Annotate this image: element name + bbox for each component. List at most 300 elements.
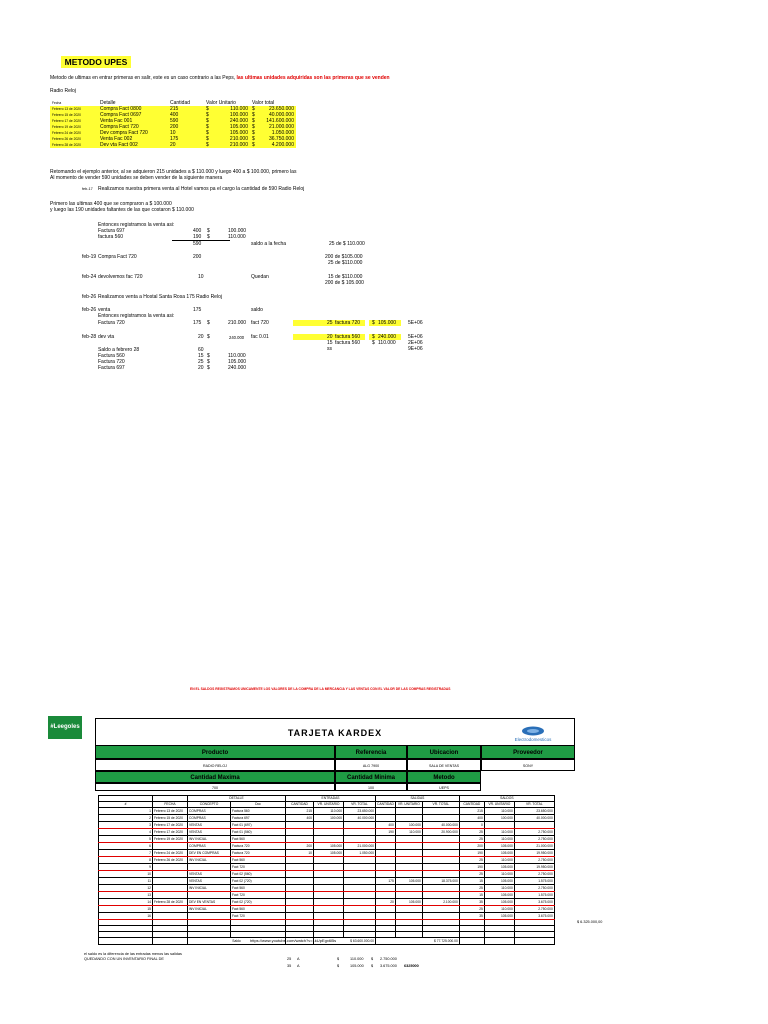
grid-e-vu	[314, 878, 344, 885]
s3-label: Factura 697	[98, 365, 125, 371]
grid-b-cant: 190	[459, 864, 484, 871]
hl1-value: 105.000	[378, 320, 397, 326]
grid-doc: Fact 720	[231, 892, 286, 899]
grid-s-vu: 110.000	[395, 829, 422, 836]
row-fecha: Febrero 19 de 2020	[50, 124, 98, 130]
feb28-fact: fac 0.01	[251, 334, 269, 340]
vt-sym: $	[252, 106, 255, 112]
fr1-letter: A	[297, 957, 300, 961]
kx-head-ubicacion: Ubicacion	[407, 745, 481, 759]
video-link[interactable]: https://www.youtube.com/watch?v=1kUpEgx6l5s	[250, 938, 337, 943]
grid-doc: Fact 720	[231, 864, 286, 871]
grid-concepto: VENTAS	[188, 822, 231, 829]
grid-concepto: VENTAS	[188, 829, 231, 836]
grid-b-cant: 0	[459, 822, 484, 829]
feb24-result-1: 15 de $110.000	[328, 274, 363, 280]
grid-s-vt	[422, 836, 459, 843]
row-fecha: Febrero 28 de 2020	[50, 142, 98, 148]
hl1-qty: 25	[327, 320, 333, 326]
grid-s-vu: 105.000	[395, 899, 422, 906]
intro-line	[50, 75, 390, 81]
header-fecha: Fecha	[52, 101, 62, 105]
grid-e-vu	[314, 899, 344, 906]
grid-e-vt	[344, 822, 376, 829]
grid-b-cant: 25	[459, 829, 484, 836]
feb24-qty: 10	[198, 274, 204, 280]
grid-e-cant	[286, 871, 314, 878]
saldo-blank-2	[153, 938, 188, 945]
s3-qty: 20	[198, 365, 204, 371]
grid-s-vt	[422, 871, 459, 878]
grid-fecha	[153, 906, 188, 913]
kardex-row	[99, 871, 555, 878]
grid-doc: Factura 697	[231, 815, 286, 822]
r15-fact: factura 560	[335, 340, 361, 346]
grid-fecha: Febrero 17 de 2020	[153, 829, 188, 836]
grid-s-vt	[422, 850, 459, 857]
vt-sym: $	[252, 112, 255, 118]
grid-fecha: Febrero 26 de 2020	[153, 857, 188, 864]
grid-doc: Fact 560	[231, 885, 286, 892]
vu-sym: $	[206, 124, 209, 130]
row-detalle: Venta Fac 001	[98, 118, 168, 124]
grid-e-vt	[344, 871, 376, 878]
grid-s-vu	[395, 843, 422, 850]
ss-sci: 9E+06	[408, 346, 423, 352]
grid-b-vu: 110.000	[484, 906, 514, 913]
feb26a-label: feb-26	[82, 294, 97, 300]
grid-e-vt	[344, 864, 376, 871]
hl1-sci: 5E+06	[408, 320, 423, 326]
feb24-label: feb-24	[82, 274, 97, 280]
feb24-text: devolvemos fac 720	[98, 274, 143, 280]
vu-sym: $	[206, 130, 209, 136]
vu-sym: $	[206, 118, 209, 124]
grid-s-vu	[395, 857, 422, 864]
grid-num: 4	[99, 829, 153, 836]
grid-fecha: Febrero 17 de 2020	[153, 822, 188, 829]
grid-b-vt: 19.950.000	[514, 864, 554, 871]
feb17-label: feb-17	[82, 187, 93, 191]
saldo-fecha-label: saldo a la fecha	[251, 241, 287, 247]
col-s-vu: VR. UNITARIO	[395, 802, 422, 808]
grid-s-vu	[395, 885, 422, 892]
feb28-sym: $	[207, 334, 210, 340]
grid-b-vu: 105.000	[484, 892, 514, 899]
saldo-salidas: $ 77.725.000.00	[376, 938, 460, 945]
grid-b-cant: 35	[459, 899, 484, 906]
grid-s-vu	[395, 892, 422, 899]
ss-label: ss	[327, 346, 332, 352]
electrodomesticos-logo	[512, 724, 554, 744]
grid-doc: Fact 720	[231, 913, 286, 920]
grid-num: 3	[99, 822, 153, 829]
grid-b-vt: 2.750.000	[514, 885, 554, 892]
product-label: Radio Reloj	[50, 88, 76, 94]
s2-sym: $	[207, 359, 210, 365]
saldo-fecha-value: 25 de $ 110.000	[329, 241, 365, 247]
row-fact560-label: factura 560	[98, 234, 124, 240]
col-doc: Doc	[231, 802, 286, 808]
grid-doc: Fact 01 (560)	[231, 829, 286, 836]
grid-s-vu	[395, 836, 422, 843]
vt-sym: $	[252, 118, 255, 124]
vu-val: 210.000	[229, 142, 248, 148]
grid-fecha	[153, 885, 188, 892]
vu-val: 105.000	[229, 124, 248, 130]
grid-s-vt	[422, 815, 459, 822]
kardex-row	[99, 913, 555, 920]
kardex-grid	[98, 795, 555, 945]
fr2-value: 105.000	[350, 964, 364, 968]
grid-e-vt: 23.650.000	[344, 808, 376, 815]
grid-e-cant	[286, 913, 314, 920]
fr1-sym2: $	[371, 957, 374, 961]
grid-concepto: VENTAS	[188, 878, 231, 885]
grid-s-vt	[422, 906, 459, 913]
grid-doc: Fact 560	[231, 857, 286, 864]
grid-s-vu	[395, 871, 422, 878]
kx-head-cmin: Cantidad Minima	[335, 771, 407, 783]
feb28-label: feb-28	[82, 334, 97, 340]
grid-concepto	[188, 892, 231, 899]
s3-value: 240.000	[228, 365, 247, 371]
feb26a-text: Realizamos venta a Hostal Santa Rosa 175 Radio Reloj	[98, 294, 222, 300]
grid-s-cant: 190	[376, 829, 396, 836]
grid-s-vt	[422, 885, 459, 892]
intro-plain: Metodo de ultimas en entrar primeras en salir, este es un caso contrario a las Peps,	[50, 75, 237, 81]
grid-num: 9	[99, 864, 153, 871]
grid-s-vt: 40.000.000	[422, 822, 459, 829]
grid-s-vt	[422, 843, 459, 850]
grid-s-cant: 20	[376, 899, 396, 906]
kardex-row	[99, 836, 555, 843]
grid-s-cant	[376, 815, 396, 822]
grid-b-cant: 25	[459, 871, 484, 878]
grid-e-vt	[344, 892, 376, 899]
grid-concepto: COMPRAS	[188, 808, 231, 815]
grid-e-cant: 215	[286, 808, 314, 815]
row-detalle: Compra Fact 720	[98, 124, 168, 130]
grid-s-cant	[376, 864, 396, 871]
saldo-label: Saldo	[188, 938, 286, 945]
grid-b-vu: 110.000	[484, 808, 514, 815]
grid-s-cant: 400	[376, 822, 396, 829]
grid-s-vt	[422, 808, 459, 815]
fr1-value: 110.000	[350, 957, 364, 961]
kx-head-proveedor: Proveedor	[481, 745, 575, 759]
feb26b-saldo: saldo	[251, 307, 263, 313]
row-detalle: Compra Fact 0800	[98, 106, 168, 112]
grid-num: 12	[99, 885, 153, 892]
grid-e-cant	[286, 892, 314, 899]
grid-b-vt: 2.750.000	[514, 906, 554, 913]
grid-fecha: Febrero 15 de 2020	[153, 815, 188, 822]
kx-val-proveedor: SONY	[481, 759, 575, 771]
grid-b-vt: 1.575.000	[514, 878, 554, 885]
r15-value: 110.000	[378, 340, 396, 346]
kx-head-metodo: Metodo	[407, 771, 481, 783]
vt-sym: $	[252, 124, 255, 130]
grid-b-vu: 105.000	[484, 913, 514, 920]
grid-b-cant: 400	[459, 815, 484, 822]
grid-e-vu	[314, 829, 344, 836]
grid-e-vt	[344, 885, 376, 892]
grid-b-vt: 2.750.000	[514, 857, 554, 864]
header-valor-total: Valor total	[252, 100, 275, 106]
vu-val: 110.000	[230, 106, 248, 112]
feb28-value: 240.000	[229, 335, 245, 340]
grid-b-cant: 35	[459, 913, 484, 920]
row-fecha: Febrero 15 de 2020	[50, 112, 98, 118]
header-detalle: Detalle	[100, 100, 116, 106]
grid-doc: Factura 720	[231, 843, 286, 850]
row-fact697-value: 100.000	[228, 228, 247, 234]
feb19-result-2: 25 de $110.000	[328, 260, 363, 266]
s1-sym: $	[207, 353, 210, 359]
row-detalle: Compra Fact 0697	[98, 112, 168, 118]
fr2-total: 3.675.000	[380, 964, 397, 968]
feb17-text: Realizamos nuestra primera venta al Hotel vamos pa el cargo la cantidad de 590 Radio Reloj	[98, 186, 305, 192]
grid-b-cant: 200	[459, 843, 484, 850]
vt-sym: $	[252, 142, 255, 148]
grid-s-vt	[422, 857, 459, 864]
kardex-row	[99, 829, 555, 836]
grid-doc: Factura 720	[231, 850, 286, 857]
col-num: #	[99, 802, 153, 808]
grid-num: 15	[99, 906, 153, 913]
grid-b-vt: 3.675.000	[514, 899, 554, 906]
feb24-quedan: Quedan	[251, 274, 269, 280]
grid-concepto: INV INICIAL	[188, 906, 231, 913]
kardex-row	[99, 906, 555, 913]
grid-num: 6	[99, 843, 153, 850]
saldo28-label: Saldo a febrero 28	[98, 347, 140, 353]
kardex-title: TARJETA KARDEX	[287, 728, 383, 738]
grid-num: 16	[99, 913, 153, 920]
grid-e-vu	[314, 885, 344, 892]
grid-b-vu: 110.000	[484, 871, 514, 878]
fr2-letter: A	[297, 964, 300, 968]
row-detalle: Dev vta Fact 002	[98, 142, 168, 148]
grid-s-vu	[395, 850, 422, 857]
grid-num: 14	[99, 899, 153, 906]
grid-e-cant: 10	[286, 850, 314, 857]
grid-e-vu: 105.000	[314, 843, 344, 850]
grid-b-vu: 105.000	[484, 878, 514, 885]
grid-fecha: Febrero 13 de 2020	[153, 808, 188, 815]
row-cantidad: 215	[168, 106, 204, 112]
saldo28-qty: 60	[198, 347, 204, 353]
grid-s-vt	[422, 913, 459, 920]
grid-e-vt	[344, 906, 376, 913]
grid-doc: Fact 02 (560)	[231, 871, 286, 878]
row-cantidad: 590	[168, 118, 204, 124]
grid-concepto	[188, 864, 231, 871]
kardex-row	[99, 843, 555, 850]
fr2-sym: $	[337, 964, 340, 968]
brand-logo: #Leegoles	[48, 716, 82, 739]
grid-num: 1	[99, 808, 153, 815]
grid-s-vt: 20.900.000	[422, 829, 459, 836]
kx-val-producto: RADIO RELOJ	[95, 759, 335, 771]
group-entradas: ENTRADAS	[286, 796, 376, 802]
grid-num: 8	[99, 857, 153, 864]
grid-e-vu	[314, 913, 344, 920]
row-f720-qty: 175	[193, 320, 202, 326]
col-fecha: FECHA	[153, 802, 188, 808]
grid-concepto: DEV EN VENTAS	[188, 899, 231, 906]
col-e-vu: VR. UNITARIO	[314, 802, 344, 808]
col-b-cant: CANTIDAD	[459, 802, 484, 808]
grid-num: 13	[99, 892, 153, 899]
feb19-result-1: 200 de $105.000	[325, 254, 363, 260]
grid-concepto: INV INICIAL	[188, 857, 231, 864]
grid-s-vt: 18.375.000	[422, 878, 459, 885]
r15-sci: 2E+06	[408, 340, 423, 346]
col-concepto: CONCEPTO	[188, 802, 231, 808]
vt-sym: $	[252, 130, 255, 136]
row-fecha: Febrero 26 de 2020	[50, 136, 98, 142]
col-e-cant: CANTIDAD	[286, 802, 314, 808]
grid-e-vu	[314, 857, 344, 864]
row-sum-590: 590	[193, 241, 202, 247]
grid-e-vt	[344, 836, 376, 843]
row-f720-label: Factura 720	[98, 320, 125, 326]
grid-e-vu: 105.000	[314, 850, 344, 857]
grid-e-vt	[344, 913, 376, 920]
grid-fecha	[153, 878, 188, 885]
grid-e-vu	[314, 864, 344, 871]
kx-val-cmin: 100	[335, 783, 407, 791]
row-fecha: Febrero 24 de 2020	[50, 130, 98, 136]
grid-s-cant	[376, 913, 396, 920]
grid-e-vu	[314, 871, 344, 878]
grid-e-cant	[286, 829, 314, 836]
s2-value: 105.000	[228, 359, 247, 365]
fr2-qty: 35	[287, 964, 292, 968]
hl1-sym: $	[372, 320, 375, 326]
feb19-text: Compra Fact 720	[98, 254, 137, 260]
grid-fecha	[153, 913, 188, 920]
kardex-row	[99, 822, 555, 829]
grid-s-cant	[376, 906, 396, 913]
grid-b-cant: 15	[459, 878, 484, 885]
r15-qty: 15	[327, 340, 333, 346]
vt-val: 21.000.000	[268, 124, 294, 130]
purchases-body	[50, 106, 296, 148]
grid-b-vt: 2.750.000	[514, 871, 554, 878]
grid-doc: Fact 02 (720)	[231, 878, 286, 885]
vt-val: 141.600.000	[266, 118, 294, 124]
kardex-row	[99, 850, 555, 857]
saldo-entradas: $ 63.600.000.00	[314, 938, 376, 945]
grid-e-cant	[286, 906, 314, 913]
feb19-qty: 200	[193, 254, 202, 260]
grid-b-vu: 105.000	[484, 864, 514, 871]
note-entonces-2: Entonces registramos la venta asi:	[98, 313, 175, 319]
col-s-cant: CANTIDAD	[377, 802, 394, 806]
row-f720-fact: fact 720	[251, 320, 269, 326]
grid-b-cant: 25	[459, 885, 484, 892]
grid-num: 7	[99, 850, 153, 857]
electrodomesticos-icon	[512, 724, 554, 744]
grid-s-cant	[376, 850, 396, 857]
grid-e-vu	[314, 892, 344, 899]
vt-val: 23.650.000	[268, 106, 294, 112]
grid-concepto: VENTAS	[188, 871, 231, 878]
grid-b-vt: 21.000.000	[514, 843, 554, 850]
grid-e-vt: 40.000.000	[344, 815, 376, 822]
kx-head-cmax: Cantidad Maxima	[95, 771, 335, 783]
col-e-vt: VR. TOTAL	[344, 802, 376, 808]
footer-line-1: el saldo es la diferencia de las entradas menos las salidas	[84, 952, 182, 956]
grid-s-cant	[376, 857, 396, 864]
kardex-row	[99, 808, 555, 815]
row-fact697-qty: 400	[193, 228, 202, 234]
grid-concepto: INV INICIAL	[188, 885, 231, 892]
vt-sym: $	[252, 136, 255, 142]
saldo-blank-4	[459, 938, 484, 945]
grid-e-cant	[286, 836, 314, 843]
grid-fecha	[153, 864, 188, 871]
grid-s-cant	[376, 808, 396, 815]
grid-s-vu	[395, 808, 422, 815]
grid-s-cant	[376, 885, 396, 892]
kx-val-metodo: UEPS	[407, 783, 481, 791]
row-fact560-qty: 190	[193, 234, 202, 240]
grid-e-vt	[344, 878, 376, 885]
grid-concepto: COMPRAS	[188, 843, 231, 850]
grid-doc: Fact 560	[231, 836, 286, 843]
kardex-row	[99, 899, 555, 906]
grid-e-vu	[314, 822, 344, 829]
vu-sym: $	[206, 106, 209, 112]
grid-e-cant: 200	[286, 843, 314, 850]
vt-val: 36.750.000	[268, 136, 294, 142]
feb28-qty: 20	[198, 334, 204, 340]
grid-concepto: COMPRAS	[188, 815, 231, 822]
brand-text: Electrodomesticos	[514, 737, 552, 742]
grid-s-vt	[422, 864, 459, 871]
kardex-row	[99, 857, 555, 864]
kardex-row	[99, 885, 555, 892]
grid-doc: Fact 02 (720)	[231, 899, 286, 906]
hl1-fact: factura 720	[335, 320, 361, 326]
grid-num: 11	[99, 878, 153, 885]
grid-num: 5	[99, 836, 153, 843]
row-fact560-sym: $	[207, 234, 210, 240]
grid-s-vu	[395, 815, 422, 822]
vu-sym: $	[206, 112, 209, 118]
vt-val: 40.000.000	[268, 112, 294, 118]
grid-e-cant	[286, 857, 314, 864]
row-cantidad: 20	[168, 142, 204, 148]
saldos-red-note: EN EL SALDOS REGISTRAMOS UNICAMENTE LOS VALORES DE LA COMPRA DE LA MERCANCIA Y LAS VENTAS CON EL VALOR DE LAS COMPRAS REGISTRADAS	[190, 687, 451, 691]
row-f720-value: 210.000	[228, 320, 247, 326]
grid-concepto	[188, 913, 231, 920]
feb26b-qty: 175	[193, 307, 202, 313]
grid-b-vt	[514, 822, 554, 829]
intro-highlight: las ultimas unidades adquiridas son las primeras que se venden	[236, 75, 390, 81]
grid-b-vu: 110.000	[484, 829, 514, 836]
grid-b-cant: 25	[459, 836, 484, 843]
grid-b-vu: 105.000	[484, 843, 514, 850]
group-saldos: SALDOS	[459, 796, 554, 802]
grid-b-vt: 2.750.000	[514, 836, 554, 843]
grid-concepto: DEV EN COMPRAS	[188, 850, 231, 857]
col-b-vu: VR. UNITARIO	[484, 802, 514, 808]
